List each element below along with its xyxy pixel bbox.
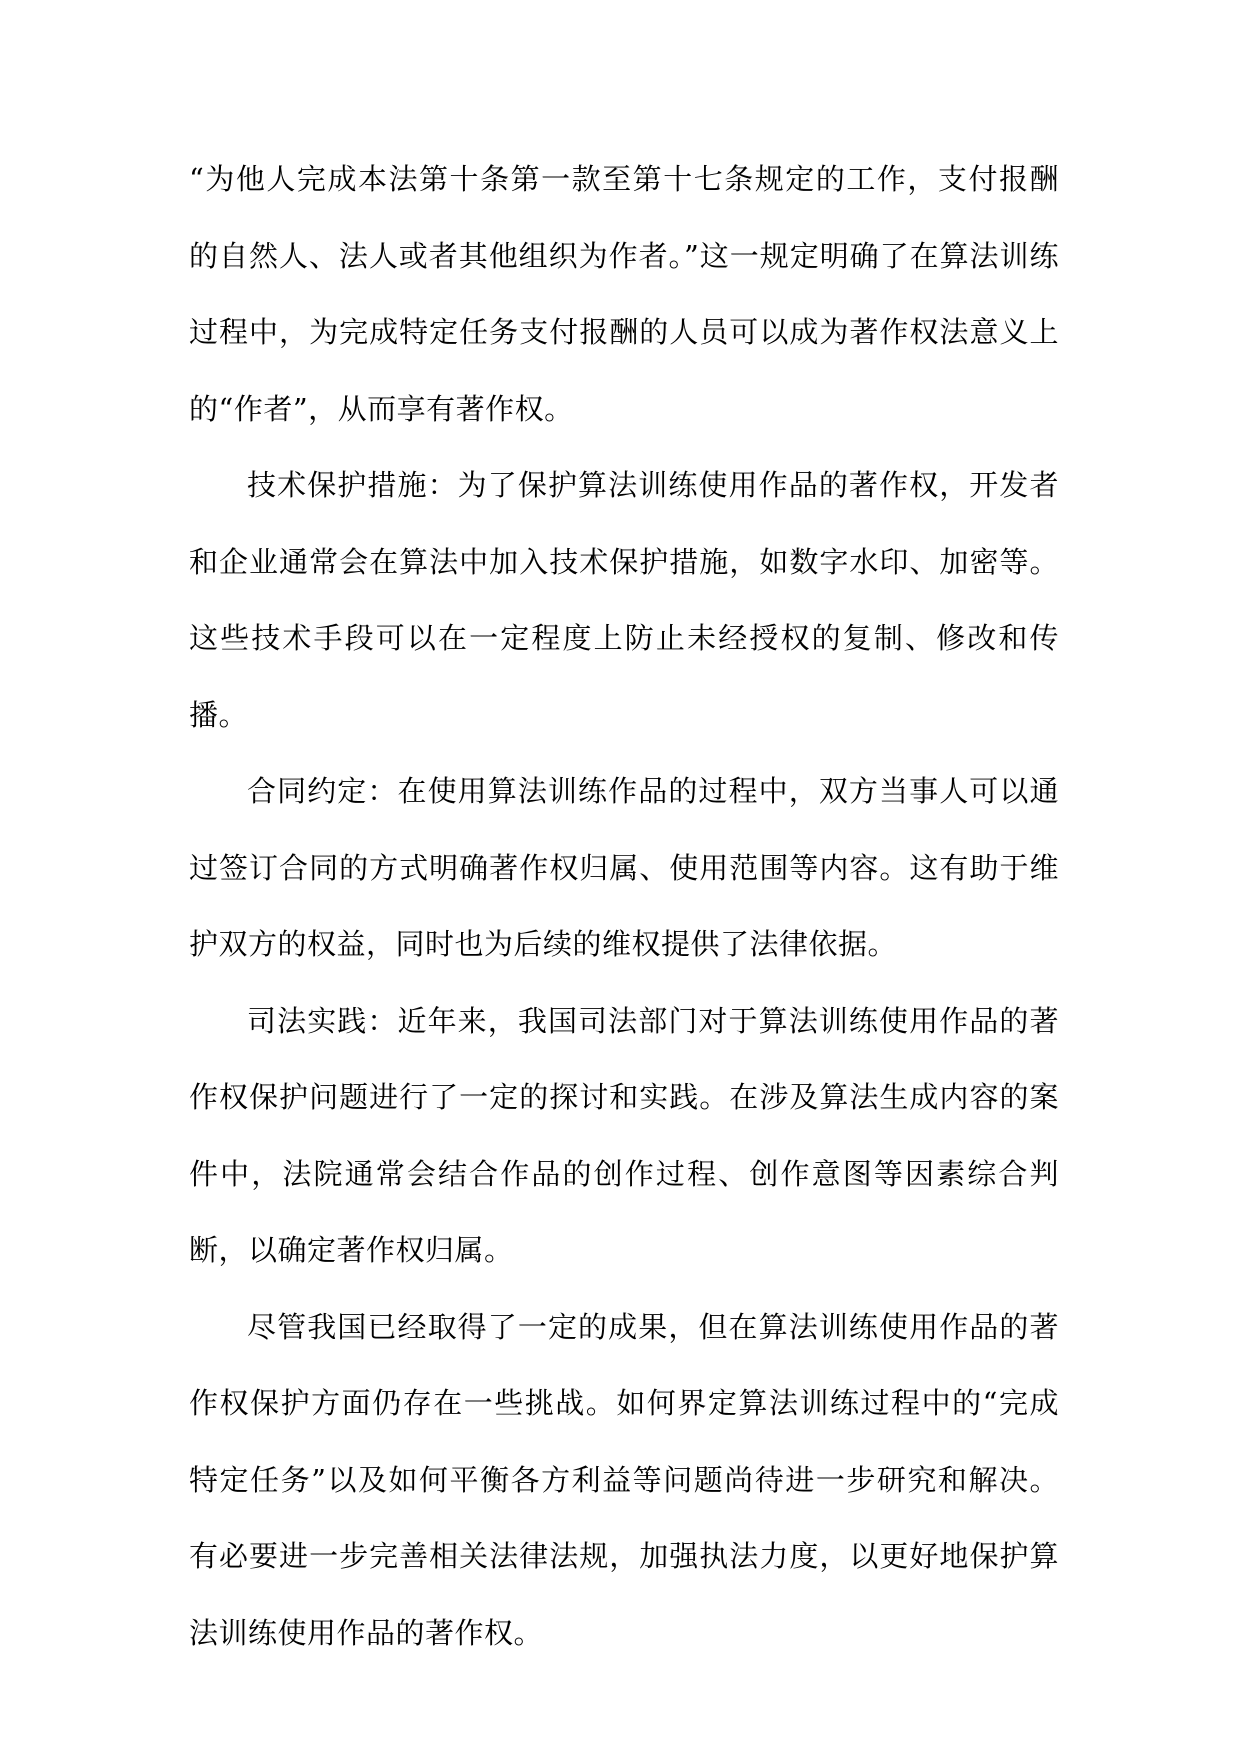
paragraph-technical-protection: 技术保护措施：为了保护算法训练使用作品的著作权，开发者和企业通常会在算法中加入技术保护措施，如数字水印、加密等。这些技术手段可以在一定程度上防止未经授权的复制、修改和传播。 <box>189 468 1059 732</box>
paragraph-copyright-law-quote: “为他人完成本法第十条第一款至第十七条规定的工作，支付报酬的自然人、法人或者其他组织为作者。”这一规定明确了在算法训练过程中，为完成特定任务支付报酬的人员可以成为著作权法意义上的“作者”，从而享有著作权。 <box>189 162 1059 426</box>
paragraph-contract-agreement: 合同约定：在使用算法训练作品的过程中，双方当事人可以通过签订合同的方式明确著作权归属、使用范围等内容。这有助于维护双方的权益，同时也为后续的维权提供了法律依据。 <box>189 774 1059 961</box>
paragraph-challenges: 尽管我国已经取得了一定的成果，但在算法训练使用作品的著作权保护方面仍存在一些挑战。如何界定算法训练过程中的“完成特定任务”以及如何平衡各方利益等问题尚待进一步研究和解决。有必要进一步完善相关法律法规，加强执法力度，以更好地保护算法训练使用作品的著作权。 <box>189 1309 1059 1650</box>
paragraph-judicial-practice: 司法实践：近年来，我国司法部门对于算法训练使用作品的著作权保护问题进行了一定的探讨和实践。在涉及算法生成内容的案件中，法院通常会结合作品的创作过程、创作意图等因素综合判断，以确定著作权归属。 <box>189 1003 1059 1267</box>
document-body <box>189 141 1059 1671</box>
